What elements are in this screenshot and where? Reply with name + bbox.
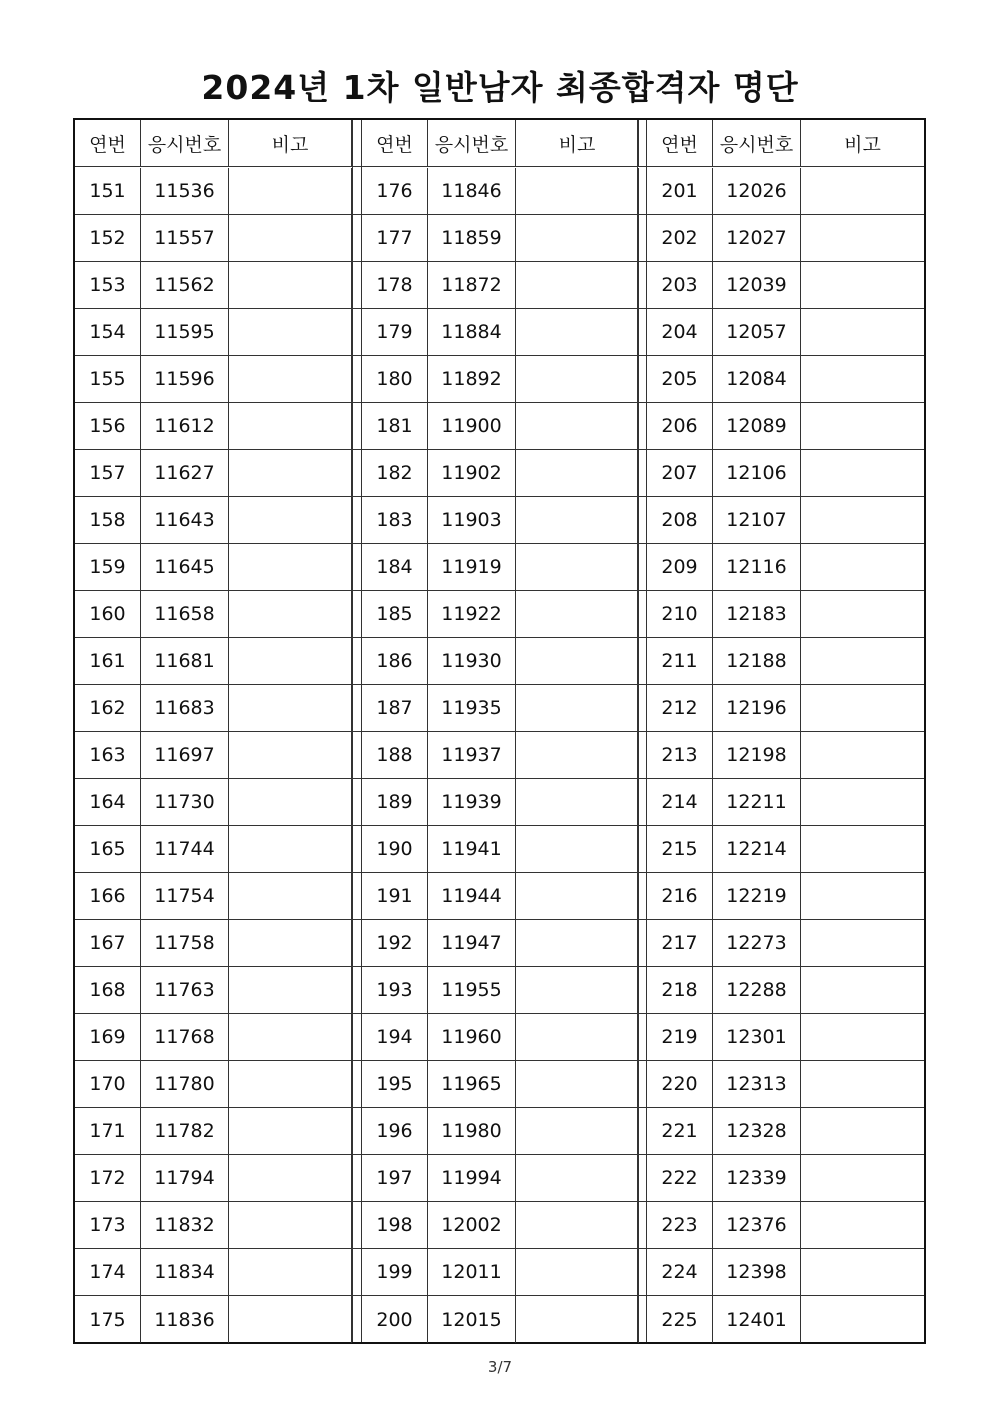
header-note: 비고 — [229, 120, 352, 166]
serial-number: 224 — [647, 1249, 713, 1295]
exam-number: 11596 — [141, 356, 229, 402]
note-cell — [801, 1014, 924, 1060]
table-header-row — [75, 120, 924, 167]
note-cell — [801, 1108, 924, 1154]
serial-number: 223 — [647, 1202, 713, 1248]
table-row — [75, 1202, 924, 1249]
exam-number: 11955 — [428, 967, 516, 1013]
note-cell — [229, 920, 352, 966]
note-cell — [516, 1202, 639, 1248]
note-cell — [516, 309, 639, 355]
note-cell — [229, 1155, 352, 1201]
serial-number: 221 — [647, 1108, 713, 1154]
table-row — [75, 967, 924, 1014]
serial-number: 172 — [75, 1155, 141, 1201]
exam-number: 11658 — [141, 591, 229, 637]
table-row — [75, 497, 924, 544]
note-cell — [229, 544, 352, 590]
serial-number: 192 — [362, 920, 428, 966]
serial-number: 181 — [362, 403, 428, 449]
exam-number: 11627 — [141, 450, 229, 496]
serial-number: 158 — [75, 497, 141, 543]
exam-number: 11763 — [141, 967, 229, 1013]
exam-number: 11794 — [141, 1155, 229, 1201]
table-row — [75, 168, 924, 215]
table-row — [75, 215, 924, 262]
serial-number: 168 — [75, 967, 141, 1013]
table-row — [75, 685, 924, 732]
exam-number: 12196 — [713, 685, 801, 731]
page-number: 3/7 — [487, 1358, 513, 1376]
exam-number: 11903 — [428, 497, 516, 543]
header-exam-number: 응시번호 — [141, 120, 229, 166]
note-cell — [516, 544, 639, 590]
note-cell — [801, 1155, 924, 1201]
serial-number: 183 — [362, 497, 428, 543]
note-cell — [801, 826, 924, 872]
serial-number: 187 — [362, 685, 428, 731]
note-cell — [516, 168, 639, 214]
table-row — [75, 732, 924, 779]
exam-number: 12376 — [713, 1202, 801, 1248]
exam-number: 11947 — [428, 920, 516, 966]
exam-number: 12339 — [713, 1155, 801, 1201]
serial-number: 207 — [647, 450, 713, 496]
note-cell — [516, 1296, 639, 1343]
exam-number: 11557 — [141, 215, 229, 261]
exam-number: 12313 — [713, 1061, 801, 1107]
table-row — [75, 1155, 924, 1202]
serial-number: 197 — [362, 1155, 428, 1201]
note-cell — [516, 1249, 639, 1295]
table-row — [75, 638, 924, 685]
exam-number: 12027 — [713, 215, 801, 261]
note-cell — [229, 262, 352, 308]
table-row — [75, 1061, 924, 1108]
serial-number: 180 — [362, 356, 428, 402]
header-no: 연번 — [75, 120, 141, 166]
exam-number: 12188 — [713, 638, 801, 684]
note-cell — [229, 497, 352, 543]
table-row — [75, 1108, 924, 1155]
exam-number: 12273 — [713, 920, 801, 966]
note-cell — [516, 685, 639, 731]
table-row — [75, 262, 924, 309]
exam-number: 11595 — [141, 309, 229, 355]
exam-number: 11902 — [428, 450, 516, 496]
serial-number: 193 — [362, 967, 428, 1013]
serial-number: 179 — [362, 309, 428, 355]
serial-number: 161 — [75, 638, 141, 684]
note-cell — [516, 497, 639, 543]
exam-number: 11681 — [141, 638, 229, 684]
note-cell — [801, 309, 924, 355]
header-exam-number: 응시번호 — [428, 120, 516, 166]
results-table — [73, 118, 926, 1344]
note-cell — [229, 1249, 352, 1295]
serial-number: 151 — [75, 168, 141, 214]
exam-number: 12301 — [713, 1014, 801, 1060]
note-cell — [516, 826, 639, 872]
exam-number: 12015 — [428, 1296, 516, 1343]
exam-number: 11965 — [428, 1061, 516, 1107]
note-cell — [229, 1108, 352, 1154]
exam-number: 12288 — [713, 967, 801, 1013]
exam-number: 11960 — [428, 1014, 516, 1060]
table-row — [75, 873, 924, 920]
header-no: 연번 — [647, 120, 713, 166]
exam-number: 12116 — [713, 544, 801, 590]
serial-number: 208 — [647, 497, 713, 543]
note-cell — [516, 1108, 639, 1154]
note-cell — [801, 450, 924, 496]
note-cell — [516, 779, 639, 825]
note-cell — [229, 685, 352, 731]
note-cell — [801, 168, 924, 214]
exam-number: 11730 — [141, 779, 229, 825]
note-cell — [229, 1014, 352, 1060]
table-row — [75, 309, 924, 356]
serial-number: 156 — [75, 403, 141, 449]
note-cell — [801, 732, 924, 778]
exam-number: 12328 — [713, 1108, 801, 1154]
serial-number: 167 — [75, 920, 141, 966]
note-cell — [229, 1296, 352, 1343]
exam-number: 12106 — [713, 450, 801, 496]
table-row — [75, 1296, 924, 1343]
serial-number: 155 — [75, 356, 141, 402]
serial-number: 184 — [362, 544, 428, 590]
serial-number: 174 — [75, 1249, 141, 1295]
note-cell — [229, 1202, 352, 1248]
serial-number: 215 — [647, 826, 713, 872]
exam-number: 11683 — [141, 685, 229, 731]
serial-number: 209 — [647, 544, 713, 590]
note-cell — [229, 779, 352, 825]
serial-number: 206 — [647, 403, 713, 449]
exam-number: 12089 — [713, 403, 801, 449]
exam-number: 11836 — [141, 1296, 229, 1343]
exam-number: 11562 — [141, 262, 229, 308]
note-cell — [516, 1014, 639, 1060]
exam-number: 11859 — [428, 215, 516, 261]
note-cell — [229, 356, 352, 402]
table-row — [75, 826, 924, 873]
note-cell — [229, 826, 352, 872]
exam-number: 12214 — [713, 826, 801, 872]
exam-number: 11994 — [428, 1155, 516, 1201]
note-cell — [516, 450, 639, 496]
note-cell — [801, 779, 924, 825]
exam-number: 11941 — [428, 826, 516, 872]
exam-number: 11697 — [141, 732, 229, 778]
note-cell — [801, 920, 924, 966]
note-cell — [801, 967, 924, 1013]
note-cell — [229, 215, 352, 261]
exam-number: 12398 — [713, 1249, 801, 1295]
serial-number: 196 — [362, 1108, 428, 1154]
note-cell — [516, 403, 639, 449]
table-row — [75, 403, 924, 450]
exam-number: 11935 — [428, 685, 516, 731]
note-cell — [801, 356, 924, 402]
note-cell — [229, 450, 352, 496]
exam-number: 12211 — [713, 779, 801, 825]
serial-number: 214 — [647, 779, 713, 825]
note-cell — [516, 638, 639, 684]
exam-number: 12026 — [713, 168, 801, 214]
serial-number: 210 — [647, 591, 713, 637]
serial-number: 164 — [75, 779, 141, 825]
note-cell — [801, 497, 924, 543]
note-cell — [516, 1155, 639, 1201]
note-cell — [516, 967, 639, 1013]
serial-number: 200 — [362, 1296, 428, 1343]
note-cell — [801, 262, 924, 308]
table-row — [75, 779, 924, 826]
note-cell — [229, 168, 352, 214]
exam-number: 11930 — [428, 638, 516, 684]
serial-number: 178 — [362, 262, 428, 308]
serial-number: 152 — [75, 215, 141, 261]
note-cell — [801, 544, 924, 590]
serial-number: 153 — [75, 262, 141, 308]
serial-number: 185 — [362, 591, 428, 637]
exam-number: 11937 — [428, 732, 516, 778]
exam-number: 11768 — [141, 1014, 229, 1060]
exam-number: 12002 — [428, 1202, 516, 1248]
note-cell — [516, 591, 639, 637]
exam-number: 11980 — [428, 1108, 516, 1154]
exam-number: 11846 — [428, 168, 516, 214]
note-cell — [229, 403, 352, 449]
exam-number: 11536 — [141, 168, 229, 214]
serial-number: 225 — [647, 1296, 713, 1343]
serial-number: 220 — [647, 1061, 713, 1107]
note-cell — [801, 1061, 924, 1107]
note-cell — [229, 1061, 352, 1107]
serial-number: 154 — [75, 309, 141, 355]
note-cell — [229, 309, 352, 355]
serial-number: 205 — [647, 356, 713, 402]
exam-number: 11782 — [141, 1108, 229, 1154]
note-cell — [229, 591, 352, 637]
serial-number: 171 — [75, 1108, 141, 1154]
serial-number: 160 — [75, 591, 141, 637]
serial-number: 190 — [362, 826, 428, 872]
serial-number: 169 — [75, 1014, 141, 1060]
serial-number: 176 — [362, 168, 428, 214]
serial-number: 191 — [362, 873, 428, 919]
serial-number: 173 — [75, 1202, 141, 1248]
note-cell — [229, 732, 352, 778]
note-cell — [801, 1296, 924, 1343]
exam-number: 11612 — [141, 403, 229, 449]
table-row — [75, 591, 924, 638]
serial-number: 203 — [647, 262, 713, 308]
serial-number: 218 — [647, 967, 713, 1013]
note-cell — [801, 1202, 924, 1248]
serial-number: 213 — [647, 732, 713, 778]
exam-number: 11643 — [141, 497, 229, 543]
note-cell — [516, 732, 639, 778]
serial-number: 202 — [647, 215, 713, 261]
serial-number: 199 — [362, 1249, 428, 1295]
header-note: 비고 — [844, 133, 881, 156]
note-cell — [516, 920, 639, 966]
exam-number: 11939 — [428, 779, 516, 825]
serial-number: 188 — [362, 732, 428, 778]
note-cell — [801, 1249, 924, 1295]
serial-number: 177 — [362, 215, 428, 261]
table-row — [75, 1249, 924, 1296]
header-note: 비고 — [516, 120, 639, 166]
note-cell — [229, 638, 352, 684]
note-cell — [516, 873, 639, 919]
serial-number: 222 — [647, 1155, 713, 1201]
exam-number: 11744 — [141, 826, 229, 872]
note-cell — [801, 685, 924, 731]
note-cell — [801, 403, 924, 449]
exam-number: 12057 — [713, 309, 801, 355]
serial-number: 175 — [75, 1296, 141, 1343]
exam-number: 11922 — [428, 591, 516, 637]
note-cell — [516, 1061, 639, 1107]
note-cell — [516, 262, 639, 308]
note-cell — [801, 591, 924, 637]
exam-number: 11919 — [428, 544, 516, 590]
serial-number: 186 — [362, 638, 428, 684]
serial-number: 219 — [647, 1014, 713, 1060]
exam-number: 11832 — [141, 1202, 229, 1248]
exam-number: 12401 — [713, 1296, 801, 1343]
exam-number: 11892 — [428, 356, 516, 402]
exam-number: 11872 — [428, 262, 516, 308]
exam-number: 11780 — [141, 1061, 229, 1107]
exam-number: 12183 — [713, 591, 801, 637]
serial-number: 165 — [75, 826, 141, 872]
exam-number: 12198 — [713, 732, 801, 778]
table-row — [75, 450, 924, 497]
serial-number: 159 — [75, 544, 141, 590]
serial-number: 201 — [647, 168, 713, 214]
exam-number: 11834 — [141, 1249, 229, 1295]
serial-number: 170 — [75, 1061, 141, 1107]
exam-number: 11645 — [141, 544, 229, 590]
note-cell — [516, 215, 639, 261]
exam-number: 11944 — [428, 873, 516, 919]
serial-number: 166 — [75, 873, 141, 919]
exam-number: 12107 — [713, 497, 801, 543]
exam-number: 11758 — [141, 920, 229, 966]
exam-number: 11900 — [428, 403, 516, 449]
serial-number: 217 — [647, 920, 713, 966]
table-row — [75, 544, 924, 591]
serial-number: 211 — [647, 638, 713, 684]
header-exam-number: 응시번호 — [713, 120, 801, 166]
serial-number: 216 — [647, 873, 713, 919]
table-row — [75, 356, 924, 403]
serial-number: 189 — [362, 779, 428, 825]
serial-number: 182 — [362, 450, 428, 496]
exam-number: 11884 — [428, 309, 516, 355]
note-cell — [229, 873, 352, 919]
note-cell — [801, 873, 924, 919]
table-row — [75, 920, 924, 967]
serial-number: 162 — [75, 685, 141, 731]
serial-number: 195 — [362, 1061, 428, 1107]
exam-number: 12084 — [713, 356, 801, 402]
table-row — [75, 1014, 924, 1061]
page-title: 2024년 1차 일반남자 최종합격자 명단 — [201, 68, 799, 107]
note-cell — [516, 356, 639, 402]
header-no: 연번 — [362, 120, 428, 166]
serial-number: 212 — [647, 685, 713, 731]
serial-number: 204 — [647, 309, 713, 355]
exam-number: 12219 — [713, 873, 801, 919]
note-cell — [229, 967, 352, 1013]
exam-number: 12039 — [713, 262, 801, 308]
note-cell — [801, 638, 924, 684]
serial-number: 163 — [75, 732, 141, 778]
serial-number: 194 — [362, 1014, 428, 1060]
exam-number: 12011 — [428, 1249, 516, 1295]
serial-number: 198 — [362, 1202, 428, 1248]
note-cell — [801, 215, 924, 261]
serial-number: 157 — [75, 450, 141, 496]
exam-number: 11754 — [141, 873, 229, 919]
